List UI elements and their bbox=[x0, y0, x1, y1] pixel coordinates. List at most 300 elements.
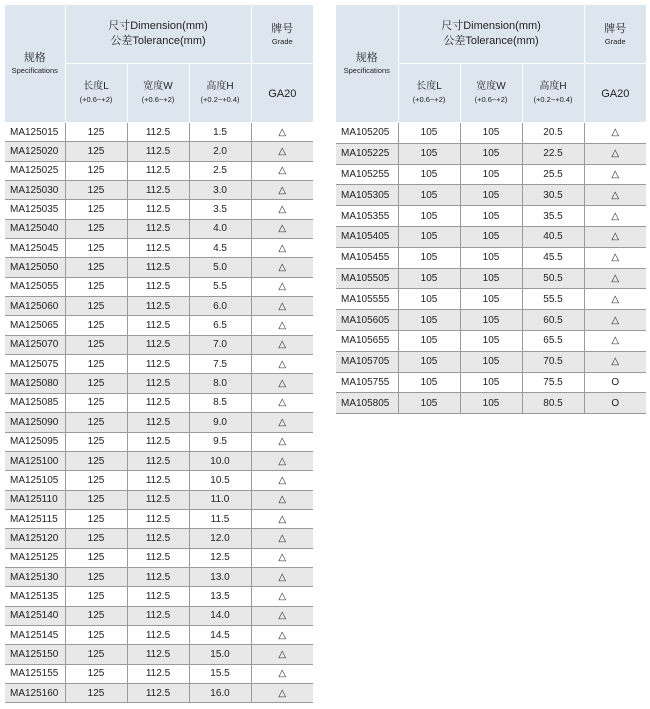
width-cell: 112.5 bbox=[127, 587, 189, 606]
length-cell: 105 bbox=[398, 164, 460, 185]
spec-cell: MA125100 bbox=[5, 451, 65, 470]
table-row bbox=[5, 645, 313, 664]
grade-name-header bbox=[251, 64, 313, 123]
spec-cell: MA125050 bbox=[5, 258, 65, 277]
height-cell: 4.5 bbox=[189, 239, 251, 258]
length-cell: 125 bbox=[65, 451, 127, 470]
height-cell: 2.5 bbox=[189, 161, 251, 180]
width-cell: 112.5 bbox=[127, 567, 189, 586]
table-row bbox=[5, 161, 313, 180]
width-cell: 112.5 bbox=[127, 335, 189, 354]
spec-cell: MA125020 bbox=[5, 142, 65, 161]
width-cell: 105 bbox=[460, 185, 522, 206]
grade-cell: △ bbox=[584, 206, 646, 227]
grade-header-cn: 牌号 bbox=[604, 22, 627, 35]
table-row bbox=[336, 164, 646, 185]
table-row bbox=[5, 374, 313, 393]
length-cell: 105 bbox=[398, 289, 460, 310]
spec-header-cn: 规格 bbox=[23, 52, 46, 64]
table-row bbox=[336, 143, 646, 164]
table-row bbox=[5, 471, 313, 490]
grade-cell: △ bbox=[251, 355, 313, 374]
height-cell: 10.5 bbox=[189, 471, 251, 490]
width-cell: 112.5 bbox=[127, 664, 189, 683]
length-cell: 125 bbox=[65, 335, 127, 354]
grade-cell: △ bbox=[584, 185, 646, 206]
height-cell: 40.5 bbox=[522, 226, 584, 247]
length-cell: 125 bbox=[65, 587, 127, 606]
height-cell: 15.0 bbox=[189, 645, 251, 664]
spec-header bbox=[5, 5, 65, 123]
height-cell: 80.5 bbox=[522, 393, 584, 414]
spec-header-en: Specifications bbox=[11, 66, 58, 75]
length-cell: 125 bbox=[65, 123, 127, 142]
table-row bbox=[336, 185, 646, 206]
table-row bbox=[5, 548, 313, 567]
grade-cell: △ bbox=[584, 164, 646, 185]
table-row bbox=[5, 277, 313, 296]
width-cell: 105 bbox=[460, 351, 522, 372]
width-cell: 112.5 bbox=[127, 142, 189, 161]
height-cell: 16.0 bbox=[189, 683, 251, 702]
width-cell: 105 bbox=[460, 330, 522, 351]
width-cell: 105 bbox=[460, 247, 522, 268]
length-cell: 105 bbox=[398, 393, 460, 414]
spec-cell: MA125105 bbox=[5, 471, 65, 490]
width-cell: 112.5 bbox=[127, 239, 189, 258]
spec-cell: MA125060 bbox=[5, 297, 65, 316]
grade-cell: O bbox=[584, 372, 646, 393]
spec-cell: MA125045 bbox=[5, 239, 65, 258]
grade-cell: △ bbox=[584, 247, 646, 268]
length-header bbox=[398, 64, 460, 123]
spec-cell: MA125085 bbox=[5, 393, 65, 412]
width-cell: 112.5 bbox=[127, 548, 189, 567]
spec-cell: MA105455 bbox=[336, 247, 398, 268]
spec-header-en: Specifications bbox=[343, 66, 390, 75]
height-cell: 6.0 bbox=[189, 297, 251, 316]
grade-cell: △ bbox=[251, 413, 313, 432]
table-row bbox=[5, 567, 313, 586]
table-row bbox=[5, 355, 313, 374]
grade-cell: △ bbox=[251, 683, 313, 702]
spec-cell: MA105555 bbox=[336, 289, 398, 310]
dimension-header bbox=[398, 5, 584, 64]
length-cell: 105 bbox=[398, 143, 460, 164]
length-cell: 125 bbox=[65, 239, 127, 258]
width-cell: 112.5 bbox=[127, 374, 189, 393]
spec-cell: MA125120 bbox=[5, 529, 65, 548]
table-row bbox=[336, 123, 646, 144]
grade-cell: △ bbox=[251, 277, 313, 296]
length-cell: 105 bbox=[398, 123, 460, 144]
table-row bbox=[5, 664, 313, 683]
height-cell: 25.5 bbox=[522, 164, 584, 185]
height-cell: 5.5 bbox=[189, 277, 251, 296]
grade-cell: △ bbox=[251, 625, 313, 644]
grade-cell: △ bbox=[251, 490, 313, 509]
table-row bbox=[336, 268, 646, 289]
grade-cell: △ bbox=[251, 471, 313, 490]
height-cell: 11.0 bbox=[189, 490, 251, 509]
grade-cell: △ bbox=[584, 330, 646, 351]
height-cell: 65.5 bbox=[522, 330, 584, 351]
grade-cell: △ bbox=[251, 393, 313, 412]
table-row bbox=[5, 625, 313, 644]
width-cell: 105 bbox=[460, 372, 522, 393]
height-cell: 13.0 bbox=[189, 567, 251, 586]
spec-cell: MA105755 bbox=[336, 372, 398, 393]
length-cell: 105 bbox=[398, 247, 460, 268]
grade-cell: △ bbox=[251, 548, 313, 567]
length-cell: 125 bbox=[65, 355, 127, 374]
length-cell: 105 bbox=[398, 330, 460, 351]
height-cell: 75.5 bbox=[522, 372, 584, 393]
grade-cell: △ bbox=[251, 374, 313, 393]
height-tolerance: (+0.2~+0.4) bbox=[533, 95, 573, 104]
spec-cell: MA105305 bbox=[336, 185, 398, 206]
spec-cell: MA125145 bbox=[5, 625, 65, 644]
spec-cell: MA125110 bbox=[5, 490, 65, 509]
table-row bbox=[5, 142, 313, 161]
width-cell: 105 bbox=[460, 206, 522, 227]
length-header bbox=[65, 64, 127, 123]
length-cell: 125 bbox=[65, 567, 127, 586]
length-cell: 125 bbox=[65, 664, 127, 683]
width-cell: 112.5 bbox=[127, 625, 189, 644]
length-label: 长度L bbox=[83, 81, 109, 92]
width-tolerance: (+0.6~+2) bbox=[141, 95, 175, 104]
grade-cell: △ bbox=[251, 181, 313, 200]
table-row bbox=[336, 351, 646, 372]
table-row bbox=[336, 206, 646, 227]
spec-cell: MA125070 bbox=[5, 335, 65, 354]
length-cell: 125 bbox=[65, 509, 127, 528]
table-row bbox=[5, 413, 313, 432]
height-cell: 60.5 bbox=[522, 310, 584, 331]
length-cell: 125 bbox=[65, 219, 127, 238]
length-cell: 105 bbox=[398, 372, 460, 393]
dimension-header bbox=[65, 5, 251, 64]
grade-header bbox=[584, 5, 646, 64]
height-cell: 13.5 bbox=[189, 587, 251, 606]
tolerance-label: 公差Tolerance(mm) bbox=[443, 35, 539, 47]
height-cell: 3.0 bbox=[189, 181, 251, 200]
width-cell: 105 bbox=[460, 143, 522, 164]
spec-cell: MA125035 bbox=[5, 200, 65, 219]
width-cell: 112.5 bbox=[127, 181, 189, 200]
width-cell: 112.5 bbox=[127, 161, 189, 180]
length-cell: 105 bbox=[398, 206, 460, 227]
spec-cell: MA105225 bbox=[336, 143, 398, 164]
grade-name: GA20 bbox=[268, 88, 297, 100]
width-cell: 112.5 bbox=[127, 123, 189, 142]
height-cell: 6.5 bbox=[189, 316, 251, 335]
grade-cell: △ bbox=[251, 258, 313, 277]
height-cell: 7.0 bbox=[189, 335, 251, 354]
table-row bbox=[336, 372, 646, 393]
dimension-label: 尺寸Dimension(mm) bbox=[108, 20, 208, 32]
height-cell: 15.5 bbox=[189, 664, 251, 683]
table-row bbox=[5, 123, 313, 142]
spec-cell: MA105605 bbox=[336, 310, 398, 331]
table-row bbox=[5, 200, 313, 219]
grade-cell: △ bbox=[251, 200, 313, 219]
table-row bbox=[5, 335, 313, 354]
spec-cell: MA125160 bbox=[5, 683, 65, 702]
spec-cell: MA125025 bbox=[5, 161, 65, 180]
length-cell: 125 bbox=[65, 606, 127, 625]
height-cell: 20.5 bbox=[522, 123, 584, 144]
length-cell: 105 bbox=[398, 351, 460, 372]
grade-name: GA20 bbox=[601, 88, 630, 100]
height-cell: 30.5 bbox=[522, 185, 584, 206]
grade-cell: △ bbox=[584, 226, 646, 247]
height-cell: 14.0 bbox=[189, 606, 251, 625]
grade-cell: △ bbox=[584, 268, 646, 289]
height-cell: 9.0 bbox=[189, 413, 251, 432]
length-cell: 125 bbox=[65, 297, 127, 316]
spec-cell: MA105355 bbox=[336, 206, 398, 227]
height-cell: 9.5 bbox=[189, 432, 251, 451]
grade-cell: △ bbox=[251, 509, 313, 528]
grade-header-en: Grade bbox=[271, 36, 293, 46]
spec-cell: MA105705 bbox=[336, 351, 398, 372]
length-cell: 125 bbox=[65, 490, 127, 509]
spec-cell: MA125155 bbox=[5, 664, 65, 683]
table-row bbox=[5, 316, 313, 335]
length-cell: 125 bbox=[65, 471, 127, 490]
table-row bbox=[5, 432, 313, 451]
grade-cell: △ bbox=[251, 645, 313, 664]
height-label: 高度H bbox=[206, 81, 234, 92]
length-cell: 125 bbox=[65, 161, 127, 180]
grade-cell: △ bbox=[251, 664, 313, 683]
width-cell: 112.5 bbox=[127, 645, 189, 664]
grade-header-en: Grade bbox=[604, 36, 626, 46]
length-cell: 105 bbox=[398, 268, 460, 289]
height-cell: 5.0 bbox=[189, 258, 251, 277]
width-header bbox=[127, 64, 189, 123]
length-cell: 105 bbox=[398, 310, 460, 331]
height-cell: 11.5 bbox=[189, 509, 251, 528]
height-label: 高度H bbox=[539, 81, 567, 92]
height-cell: 70.5 bbox=[522, 351, 584, 372]
grade-header-cn: 牌号 bbox=[271, 22, 294, 35]
width-cell: 112.5 bbox=[127, 529, 189, 548]
width-cell: 105 bbox=[460, 289, 522, 310]
height-cell: 7.5 bbox=[189, 355, 251, 374]
spec-cell: MA125140 bbox=[5, 606, 65, 625]
grade-cell: △ bbox=[251, 142, 313, 161]
width-cell: 112.5 bbox=[127, 509, 189, 528]
spec-cell: MA125130 bbox=[5, 567, 65, 586]
spec-cell: MA125015 bbox=[5, 123, 65, 142]
grade-cell: △ bbox=[251, 587, 313, 606]
height-header bbox=[189, 64, 251, 123]
height-cell: 22.5 bbox=[522, 143, 584, 164]
spec-cell: MA105405 bbox=[336, 226, 398, 247]
dimension-label: 尺寸Dimension(mm) bbox=[441, 20, 541, 32]
spec-cell: MA125135 bbox=[5, 587, 65, 606]
grade-cell: △ bbox=[584, 310, 646, 331]
spec-cell: MA105205 bbox=[336, 123, 398, 144]
length-cell: 125 bbox=[65, 200, 127, 219]
spec-header-cn: 规格 bbox=[355, 52, 378, 64]
table-row bbox=[5, 490, 313, 509]
length-cell: 125 bbox=[65, 548, 127, 567]
width-cell: 112.5 bbox=[127, 490, 189, 509]
width-cell: 112.5 bbox=[127, 606, 189, 625]
length-cell: 125 bbox=[65, 142, 127, 161]
height-cell: 12.0 bbox=[189, 529, 251, 548]
width-cell: 105 bbox=[460, 123, 522, 144]
length-tolerance: (+0.6~+2) bbox=[79, 95, 113, 104]
width-cell: 112.5 bbox=[127, 219, 189, 238]
height-cell: 2.0 bbox=[189, 142, 251, 161]
length-cell: 125 bbox=[65, 258, 127, 277]
grade-cell: △ bbox=[251, 451, 313, 470]
width-cell: 112.5 bbox=[127, 258, 189, 277]
grade-cell: △ bbox=[584, 289, 646, 310]
table-row bbox=[5, 219, 313, 238]
grade-cell: △ bbox=[584, 123, 646, 144]
table-row bbox=[5, 529, 313, 548]
spec-cell: MA125075 bbox=[5, 355, 65, 374]
spec-cell: MA125080 bbox=[5, 374, 65, 393]
table-row bbox=[5, 587, 313, 606]
spec-cell: MA125030 bbox=[5, 181, 65, 200]
height-cell: 8.5 bbox=[189, 393, 251, 412]
length-label: 长度L bbox=[416, 81, 442, 92]
width-cell: 112.5 bbox=[127, 316, 189, 335]
grade-cell: △ bbox=[251, 219, 313, 238]
length-cell: 125 bbox=[65, 277, 127, 296]
table-row bbox=[5, 258, 313, 277]
table-row bbox=[336, 247, 646, 268]
grade-cell: O bbox=[584, 393, 646, 414]
grade-cell: △ bbox=[251, 297, 313, 316]
grade-cell: △ bbox=[251, 432, 313, 451]
width-cell: 112.5 bbox=[127, 297, 189, 316]
spec-cell: MA125125 bbox=[5, 548, 65, 567]
height-cell: 3.5 bbox=[189, 200, 251, 219]
width-cell: 112.5 bbox=[127, 432, 189, 451]
length-cell: 105 bbox=[398, 185, 460, 206]
spec-cell: MA105805 bbox=[336, 393, 398, 414]
height-cell: 4.0 bbox=[189, 219, 251, 238]
height-cell: 55.5 bbox=[522, 289, 584, 310]
length-cell: 105 bbox=[398, 226, 460, 247]
height-header bbox=[522, 64, 584, 123]
height-cell: 45.5 bbox=[522, 247, 584, 268]
length-cell: 125 bbox=[65, 181, 127, 200]
length-cell: 125 bbox=[65, 645, 127, 664]
width-cell: 112.5 bbox=[127, 277, 189, 296]
grade-cell: △ bbox=[584, 351, 646, 372]
width-cell: 112.5 bbox=[127, 683, 189, 702]
width-cell: 112.5 bbox=[127, 200, 189, 219]
height-cell: 50.5 bbox=[522, 268, 584, 289]
width-cell: 112.5 bbox=[127, 471, 189, 490]
grade-cell: △ bbox=[251, 606, 313, 625]
grade-header bbox=[251, 5, 313, 64]
table-row bbox=[336, 310, 646, 331]
width-cell: 105 bbox=[460, 226, 522, 247]
spec-cell: MA105505 bbox=[336, 268, 398, 289]
width-cell: 112.5 bbox=[127, 413, 189, 432]
width-label: 宽度W bbox=[143, 81, 173, 92]
length-cell: 125 bbox=[65, 683, 127, 702]
table-row bbox=[5, 393, 313, 412]
spec-table-left bbox=[5, 5, 313, 703]
height-cell: 10.0 bbox=[189, 451, 251, 470]
width-cell: 112.5 bbox=[127, 451, 189, 470]
spec-cell: MA125055 bbox=[5, 277, 65, 296]
width-tolerance: (+0.6~+2) bbox=[474, 95, 508, 104]
height-cell: 8.0 bbox=[189, 374, 251, 393]
width-label: 宽度W bbox=[476, 81, 506, 92]
spec-cell: MA105655 bbox=[336, 330, 398, 351]
grade-cell: △ bbox=[584, 143, 646, 164]
grade-cell: △ bbox=[251, 567, 313, 586]
length-cell: 125 bbox=[65, 316, 127, 335]
spec-table-right bbox=[336, 5, 646, 414]
grade-cell: △ bbox=[251, 161, 313, 180]
length-cell: 125 bbox=[65, 413, 127, 432]
grade-cell: △ bbox=[251, 335, 313, 354]
grade-cell: △ bbox=[251, 239, 313, 258]
table-row bbox=[336, 289, 646, 310]
length-cell: 125 bbox=[65, 432, 127, 451]
length-cell: 125 bbox=[65, 625, 127, 644]
table-row bbox=[5, 181, 313, 200]
grade-name-header bbox=[584, 64, 646, 123]
height-cell: 14.5 bbox=[189, 625, 251, 644]
grade-cell: △ bbox=[251, 123, 313, 142]
spec-cell: MA125065 bbox=[5, 316, 65, 335]
spec-cell: MA125150 bbox=[5, 645, 65, 664]
table-row bbox=[336, 393, 646, 414]
spec-cell: MA125095 bbox=[5, 432, 65, 451]
height-cell: 1.5 bbox=[189, 123, 251, 142]
table-row bbox=[5, 239, 313, 258]
width-cell: 105 bbox=[460, 164, 522, 185]
width-cell: 112.5 bbox=[127, 355, 189, 374]
width-cell: 105 bbox=[460, 393, 522, 414]
table-row bbox=[5, 683, 313, 702]
table-row bbox=[336, 330, 646, 351]
length-cell: 125 bbox=[65, 393, 127, 412]
table-row bbox=[5, 451, 313, 470]
spec-cell: MA105255 bbox=[336, 164, 398, 185]
spec-header bbox=[336, 5, 398, 123]
table-row bbox=[5, 297, 313, 316]
height-cell: 12.5 bbox=[189, 548, 251, 567]
width-cell: 105 bbox=[460, 268, 522, 289]
height-tolerance: (+0.2~+0.4) bbox=[200, 95, 240, 104]
spec-cell: MA125090 bbox=[5, 413, 65, 432]
length-tolerance: (+0.6~+2) bbox=[412, 95, 446, 104]
width-header bbox=[460, 64, 522, 123]
spec-cell: MA125115 bbox=[5, 509, 65, 528]
width-cell: 112.5 bbox=[127, 393, 189, 412]
tolerance-label: 公差Tolerance(mm) bbox=[110, 35, 206, 47]
length-cell: 125 bbox=[65, 529, 127, 548]
grade-cell: △ bbox=[251, 529, 313, 548]
spec-cell: MA125040 bbox=[5, 219, 65, 238]
width-cell: 105 bbox=[460, 310, 522, 331]
